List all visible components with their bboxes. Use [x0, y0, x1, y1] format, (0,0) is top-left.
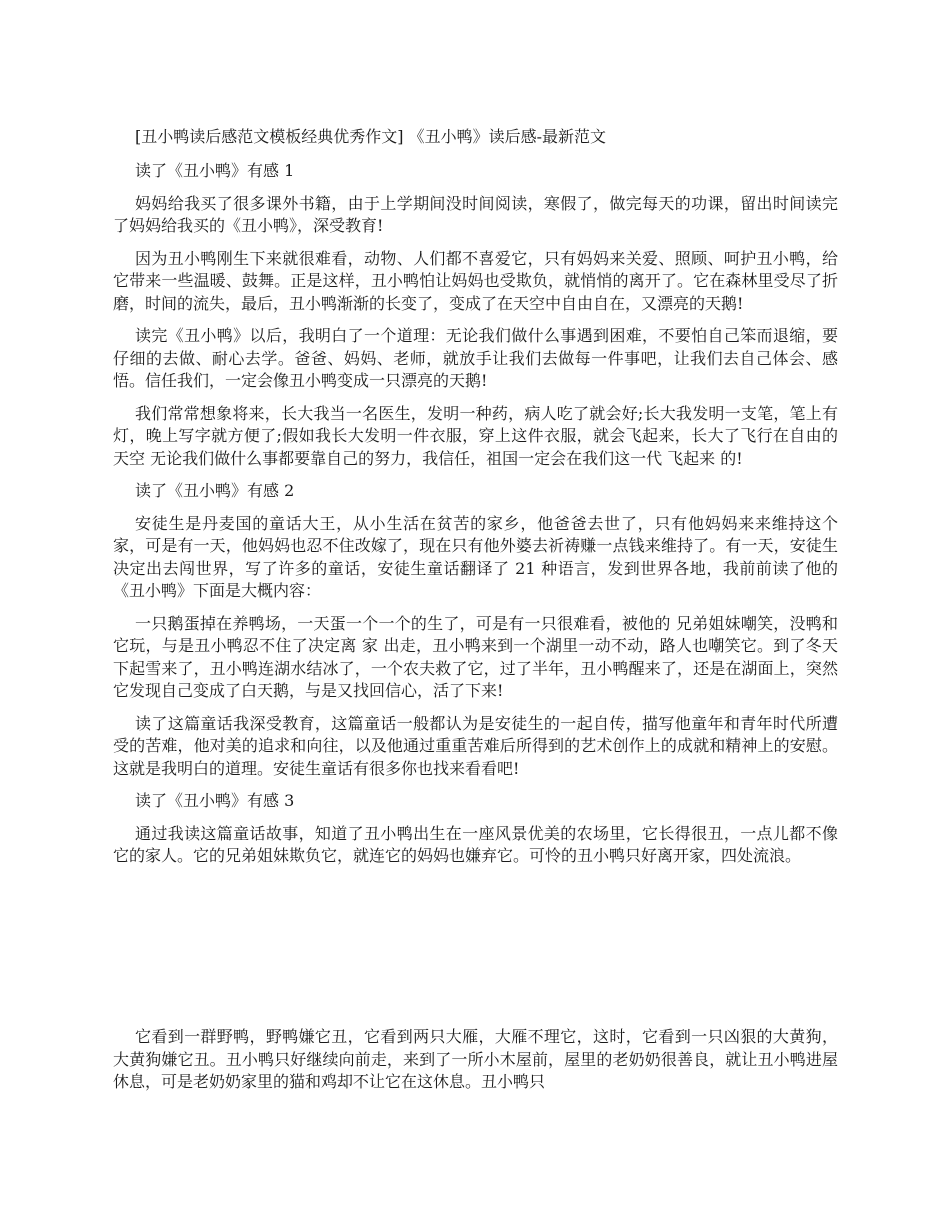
document-body-continued — [113, 1026, 838, 1104]
paragraph-4: 我们常常想象将来，长大我当一名医生，发明一种药，病人吃了就会好;长大我发明一支笔，笔上有灯，晚上写字就方便了;假如我长大发明一件衣服，穿上这件衣服，就会飞起来，长大了飞行在自由的天空 无论我们做什么事都要靠自己的努力，我信任，祖国一定会在我们这一代 飞起来 的! — [113, 403, 838, 468]
paragraph-1: 妈妈给我买了很多课外书籍，由于上学期间没时间阅读，寒假了，做完每天的功课，留出时间读完了妈妈给我买的《丑小鸭》，深受教育! — [113, 193, 838, 235]
paragraph-7: 读了这篇童话我深受教育，这篇童话一般都认为是安徒生的一起自传，描写他童年和青年时代所遭受的苦难，他对美的追求和向往，以及他通过重重苦难后所得到的艺术创作上的成就和精神上的安慰。这就是我明白的道理。安徒生童话有很多你也找来看看吧! — [113, 713, 838, 778]
document-title: [丑小鸭读后感范文模板经典优秀作文] 《丑小鸭》读后感-最新范文 — [135, 127, 606, 146]
paragraph-3: 读完《丑小鸭》以后，我明白了一个道理：无论我们做什么事遇到困难，不要怕自己笨而退缩，要仔细的去做、耐心去学。爸爸、妈妈、老师，就放手让我们去做每一件事吧，让我们去自己体会、感悟。信任我们，一定会像丑小鸭变成一只漂亮的天鹅! — [113, 326, 838, 390]
paragraph-2: 因为丑小鸭刚生下来就很难看，动物、人们都不喜爱它，只有妈妈来关爱、照顾、呵护丑小鸭，给它带来一些温暖、鼓舞。正是这样，丑小鸭怕让妈妈也受欺负，就悄悄的离开了。它在森林里受尽了折磨，时间的流失，最后，丑小鸭渐渐的长变了，变成了在天空中自由自在，又漂亮的天鹅! — [113, 248, 838, 313]
section-heading-3: 读了《丑小鸭》有感 3 — [135, 791, 295, 810]
paragraph-5: 安徒生是丹麦国的童话大王，从小生活在贫苦的家乡，他爸爸去世了，只有他妈妈来来维持这个家，可是有一天，他妈妈也忍不住改嫁了，现在只有他外婆去祈祷赚一点钱来维持了。有一天，安徒生决定出去闯世界，写了许多的童话，安徒生童话翻译了 21 种语言，发到世界各地，我前前读了他的《丑小鸭》下面是大概内容： — [113, 513, 838, 600]
section-heading-2: 读了《丑小鸭》有感 2 — [135, 481, 295, 500]
paragraph-6: 一只鹅蛋掉在养鸭场，一天蛋一个一个的生了，可是有一只很难看，被他的 兄弟姐妹嘲笑，没鸭和它玩，与是丑小鸭忍不住了决定离 家 出走，丑小鸭来到一个湖里一动不动，路人也嘲笑它。到了冬天下起雪来了，丑小鸭连湖水结冰了，一个农夫救了它，过了半年，丑小鸭醒来了，还是在湖面上，突然它发现自己变成了白天鹅，与是又找回信心，活了下来! — [113, 613, 838, 700]
document-body — [113, 160, 838, 878]
paragraph-8: 通过我读这篇童话故事，知道了丑小鸭出生在一座风景优美的农场里，它长得很丑，一点儿都不像它的家人。它的兄弟姐妹欺负它，就连它的妈妈也嫌弃它。可怜的丑小鸭只好离开家，四处流浪。 — [113, 823, 838, 865]
section-heading-1: 读了《丑小鸭》有感 1 — [135, 161, 295, 180]
paragraph-9: 它看到一群野鸭，野鸭嫌它丑，它看到两只大雁，大雁不理它，这时，它看到一只凶狠的大黄狗，大黄狗嫌它丑。丑小鸭只好继续向前走，来到了一所小木屋前，屋里的老奶奶很善良，就让丑小鸭进屋休息，可是老奶奶家里的猫和鸡却不让它在这休息。丑小鸭只 — [113, 1027, 838, 1091]
